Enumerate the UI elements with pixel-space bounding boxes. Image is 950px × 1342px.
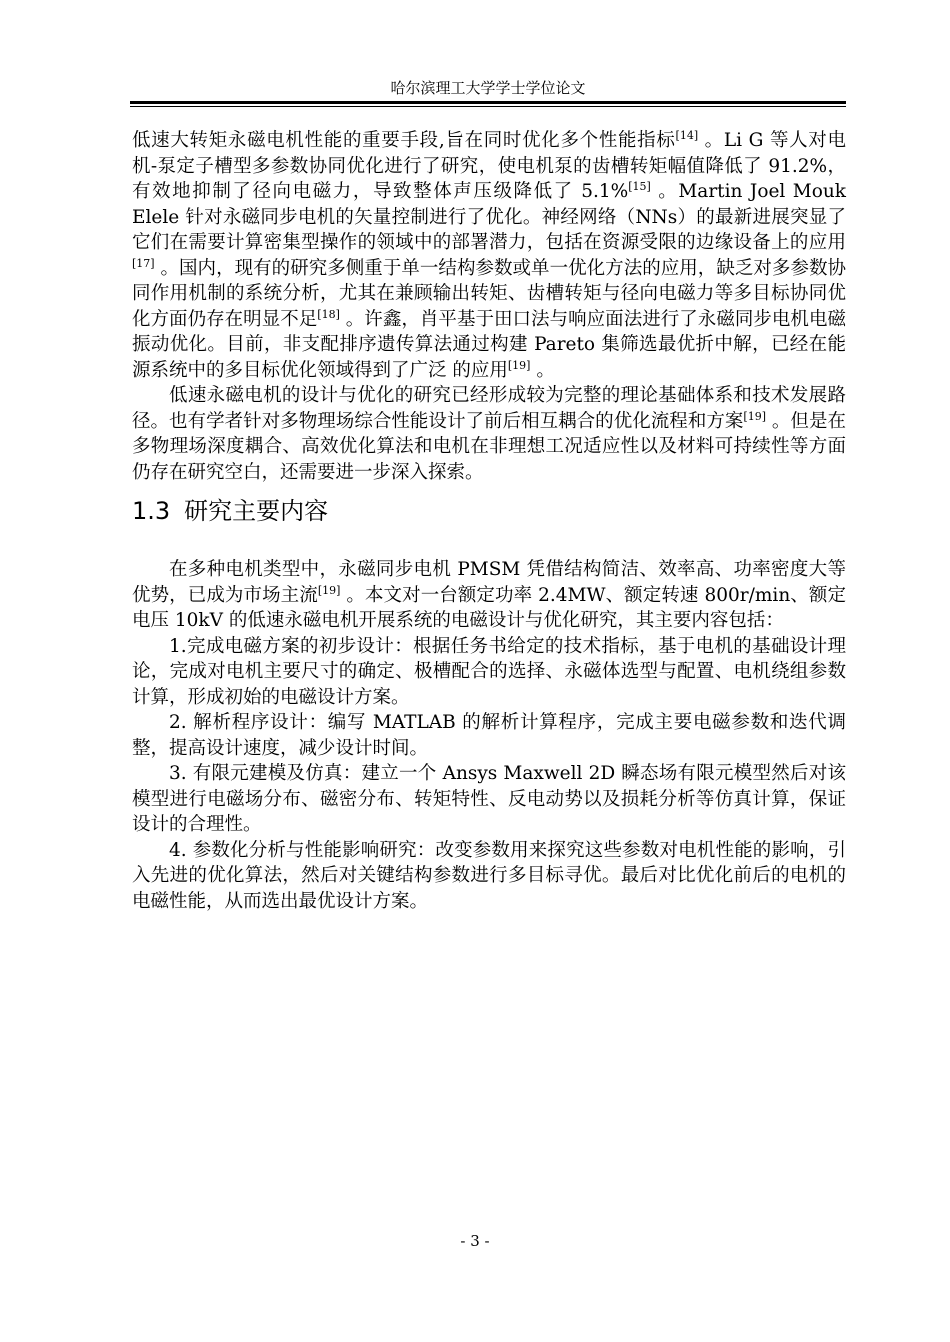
list-item-paragraph (132, 761, 846, 838)
citation-ref: [17] (132, 256, 155, 270)
running-header: 哈尔滨理工大学学士学位论文 (390, 79, 586, 97)
header-rule-thick (130, 101, 846, 104)
text-run: 2. 解析程序设计：编写 MATLAB 的解析计算程序，完成主要电磁参数和迭代调整，提高设计速度，减少设计时间。 (132, 712, 846, 759)
text-run: 4. 参数化分析与性能影响研究：改变参数用来探究这些参数对电机性能的影响，引入先进的优化算法，然后对关键结构参数进行多目标寻优。最后对比优化前后的电机的电磁性能，从而选出最优设计方案。 (132, 839, 846, 912)
citation-ref: [19] (743, 409, 766, 423)
text-run: 。许鑫，肖平基于田口法与响应面法进行了永磁同步电机电磁振动优化。目前，非支配排序遗传算法通过构建 Pareto 集筛选最优折中解，已经在能源系统中的多目标优化领域得到了广泛 的应用 (132, 308, 846, 381)
text-run: 3. 有限元建模及仿真：建立一个 Ansys Maxwell 2D 瞬态场有限元模型然后对该模型进行电磁场分布、磁密分布、转矩特性、反电动势以及损耗分析等仿真计算，保证设计的合理性。 (132, 763, 846, 835)
section-title: 研究主要内容 (184, 497, 329, 525)
header-rule-thin (130, 106, 846, 107)
text-run: 。本文对一台额定功率 2.4MW、额定转速 800r/min、额定电压 10kV 的低速永磁电机开展系统的电磁设计与优化研究，其主要内容包括： (132, 584, 846, 631)
section-heading (132, 495, 846, 527)
text-run: 。但是在多物理场深度耦合、高效优化算法和电机在非理想工况适应性以及材料可持续性等方面仍存在研究空白，还需要进一步深入探索。 (132, 410, 846, 483)
text-run: 低速大转矩永磁电机性能的重要手段,旨在同时优化多个性能指标 (132, 130, 676, 151)
text-run: 。 (530, 359, 555, 381)
list-item-paragraph (132, 710, 846, 761)
text-run: 1.完成电磁方案的初步设计：根据任务书给定的技术指标，基于电机的基础设计理论，完成对电机主要尺寸的确定、极槽配合的选择、永磁体选型与配置、电机绕组参数计算，形成初始的电磁设计方案。 (132, 635, 846, 708)
text-run: 在多种电机类型中，永磁同步电机 PMSM 凭借结构简洁、效率高、功率密度大等优势，已成为市场主流 (132, 559, 846, 606)
text-run: 低速永磁电机的设计与优化的研究已经形成较为完整的理论基础体系和技术发展路径。也有学者针对多物理场综合性能设计了前后相互耦合的优化流程和方案 (132, 385, 846, 432)
paragraph-continued (132, 128, 846, 383)
paragraph (132, 383, 846, 485)
page-body (132, 128, 846, 914)
section-number: 1.3 (132, 497, 171, 525)
citation-ref: [18] (317, 307, 340, 321)
text-run: 。Li G 等人对电机-泵定子槽型多参数协同优化进行了研究，使电机泵的齿槽转矩幅值降低了 91.2%，有效地抑制了径向电磁力，导致整体声压级降低了 5.1% (132, 130, 846, 202)
citation-ref: [19] (507, 358, 531, 372)
text-run: 。Martin Joel Mouk Elele 针对永磁同步电机的矢量控制进行了优化。神经网络（NNs）的最新进展突显了它们在需要计算密集型操作的领域中的部署潜力，包括在资源受限的边缘设备上的应用 (132, 181, 846, 253)
citation-ref: [14] (675, 128, 699, 142)
text-run: 。国内，现有的研究多侧重于单一结构参数或单一优化方法的应用，缺乏对多参数协同作用机制的系统分析，尤其在兼顾输出转矩、齿槽转矩与径向电磁力等多目标协同优化方面仍存在明显不足 (132, 257, 846, 330)
list-item-paragraph (132, 634, 846, 711)
page-number: - 3 - (460, 1232, 490, 1250)
citation-ref: [15] (628, 179, 651, 193)
list-item-paragraph (132, 838, 846, 915)
paragraph (132, 557, 846, 634)
citation-ref: [19] (317, 583, 341, 597)
